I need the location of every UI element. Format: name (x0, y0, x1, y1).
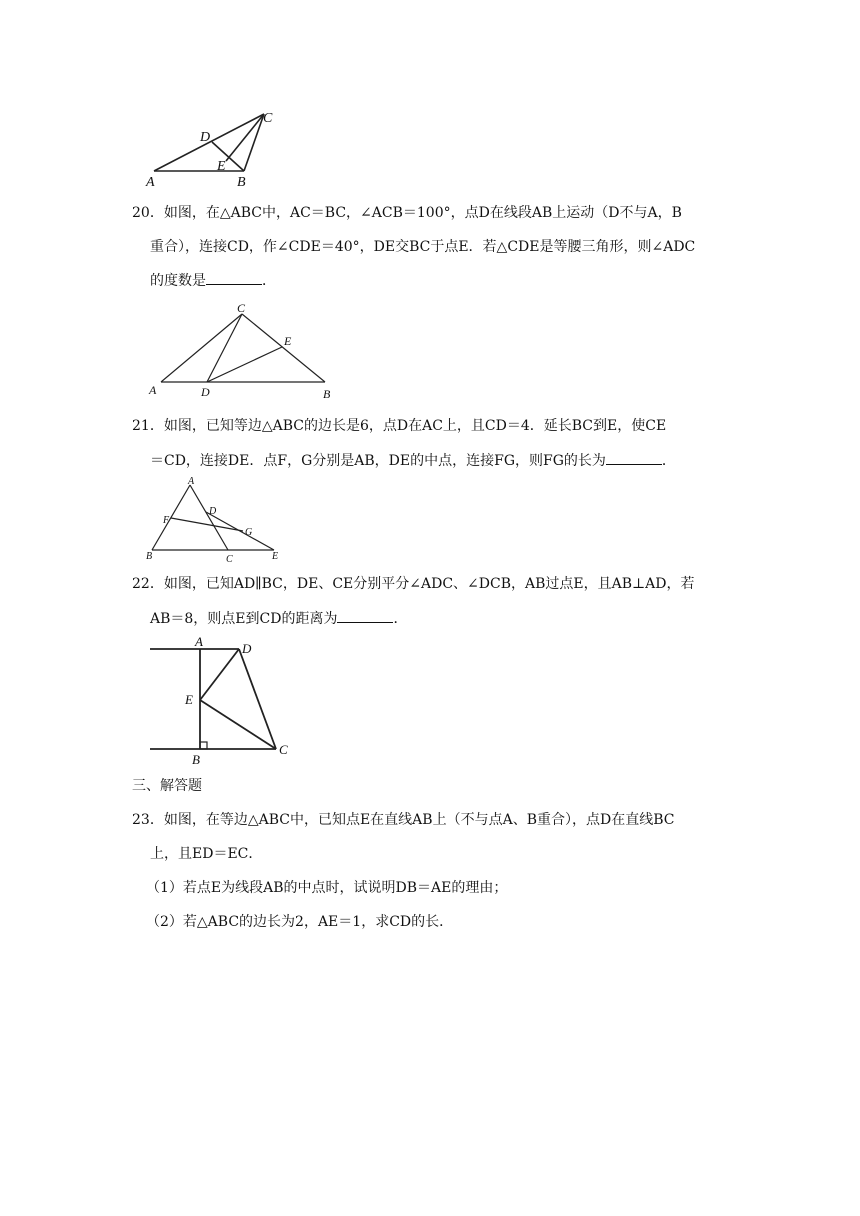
q20-text-1: 如图，在△ABC中，AC＝BC，∠ACB＝100°，点D在线段AB上运动（D不与A，B (163, 205, 682, 221)
q23-part-2: （2）若△ABC的边长为2，AE＝1，求CD的长． (146, 914, 454, 930)
q21-line-1 (132, 416, 666, 436)
fig19-label-e: E (217, 159, 226, 174)
q23-text-2: 上，且ED＝EC． (150, 846, 263, 862)
fig22-label-d: D (242, 641, 252, 656)
q23-text-1: 如图，在等边△ABC中，已知点E在直线AB上（不与点A、B重合），点D在直线BC (163, 812, 675, 828)
fig22-label-a: A (195, 634, 203, 649)
q21-text-2: ＝CD，连接DE．点F，G分别是AB，DE的中点，连接FG，则FG的长为 (150, 453, 606, 469)
q21-line-2 (150, 450, 676, 471)
figure-21 (142, 476, 292, 566)
fig20-label-b: B (323, 387, 331, 401)
q20-line-1 (132, 203, 682, 223)
fig20-label-a: A (149, 383, 157, 397)
fig19-label-b: B (237, 175, 246, 190)
fig22-label-b: B (192, 752, 200, 767)
fig19-label-c: C (263, 111, 273, 126)
q21-text-1: 如图，已知等边△ABC的边长是6，点D在AC上，且CD＝4．延长BC到E，使CE (163, 418, 667, 434)
q21-answer-blank[interactable] (606, 450, 662, 465)
q20-line-2 (150, 237, 695, 257)
fig22-label-e: E (185, 692, 193, 707)
fig19-label-a: A (146, 175, 155, 190)
figure-22 (140, 634, 300, 770)
q23-line-1 (132, 810, 674, 830)
fig21-label-a: A (188, 476, 195, 487)
fig21-label-g: G (245, 527, 253, 538)
figure-20 (142, 298, 342, 402)
q22-answer-blank[interactable] (337, 608, 393, 623)
q20-text-3: 的度数是 (150, 273, 206, 289)
q22-text-1: 如图，已知AD∥BC，DE、CE分别平分∠ADC、∠DCB，AB过点E，且AB⊥AD，若 (163, 576, 695, 592)
q20-line-3 (150, 270, 276, 291)
fig20-label-c: C (237, 301, 246, 315)
q22-line-1 (132, 574, 695, 594)
q20-text-3-end: ． (262, 273, 276, 289)
fig21-label-c: C (226, 554, 233, 565)
fig21-label-b: B (146, 551, 153, 562)
fig21-label-e: E (272, 551, 279, 562)
q23-number: 23． (132, 812, 164, 828)
fig20-label-d: D (201, 385, 210, 399)
q21-text-2-end: ． (661, 453, 676, 469)
fig21-label-f: F (163, 515, 170, 526)
q22-text-2-end: ． (393, 611, 408, 627)
fig22-label-c: C (279, 742, 288, 757)
section-heading-answers: 三、解答题 (132, 778, 202, 794)
q23-line-2 (150, 844, 262, 864)
fig20-label-e: E (284, 334, 292, 348)
q22-text-2: AB＝8，则点E到CD的距离为 (150, 611, 338, 627)
q21-number: 21． (132, 418, 164, 434)
figure-19 (140, 106, 280, 190)
q20-answer-blank[interactable] (206, 270, 262, 285)
fig19-label-d: D (200, 130, 211, 145)
fig21-label-d: D (209, 506, 217, 517)
q22-number: 22． (132, 576, 164, 592)
q20-number: 20． (132, 205, 164, 221)
q22-line-2 (150, 608, 407, 629)
q20-text-2: 重合），连接CD，作∠CDE＝40°，DE交BC于点E．若△CDE是等腰三角形，则∠ADC (150, 239, 696, 255)
q23-part-1: （1）若点E为线段AB的中点时，试说明DB＝AE的理由； (146, 880, 508, 896)
